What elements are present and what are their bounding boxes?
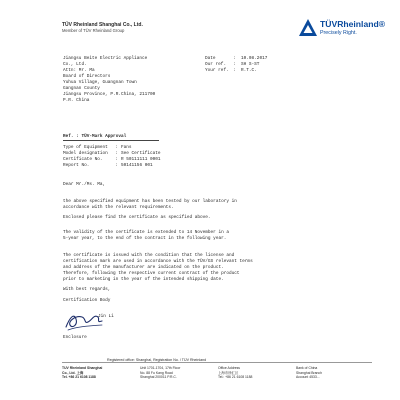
product-row: Certificate No. : R 50111111 0001	[63, 157, 161, 162]
signatory-title: Certification Body	[63, 298, 111, 303]
signatory-name: Jin Li	[98, 314, 114, 319]
footer-column: Unit 1701-1704, 17th Floor No. 88 Fu Kang Road Shanghai 200011 P.R.C.	[140, 366, 181, 380]
closing-line: With best regards,	[63, 287, 111, 292]
subject-underline	[63, 140, 159, 141]
footer-column: Office Address 上海市徐汇区 Tel.: +86 21 6108 1188	[218, 366, 253, 380]
product-row: Model designation : See Certificate	[63, 151, 161, 156]
meta-row-date: Date : 10.08.2017	[205, 56, 268, 61]
handwritten-signature	[62, 305, 108, 335]
subject-line: Ref. : TÜV-Mark Approval	[63, 134, 127, 139]
enclosure-label: Enclosure	[63, 335, 87, 340]
address-line: P.R. China	[63, 98, 90, 103]
address-line: Board of Directors	[63, 74, 111, 79]
sender-header	[62, 22, 143, 34]
body-paragraph-3: The validity of the certificate is extended to 14 November in a 5-year year, to the end of the contract in the following year.	[63, 230, 229, 241]
address-line: Yuhua Village, Guangnan Town	[63, 80, 137, 85]
footer-column: Bank of China Shanghai Branch Account 4533...	[296, 366, 323, 380]
address-line: Gangnan County	[63, 86, 100, 91]
product-row: Report No. : 50141156 001	[63, 163, 153, 168]
footer-divider	[62, 362, 372, 363]
body-paragraph-1: the above specified equipment has been tested by our laboratory in accordance with the relevant requirements.	[63, 199, 237, 210]
sender-group-line: Member of TÜV Rheinland Group	[62, 28, 125, 33]
body-paragraph-4: The certificate is issued with the condition that the license and certification mark are used in accordance with the TÜV/GS relevant terms and address of the manufacturer are indicated on the product. Therefore, following the respective current contract of the product prior to marketing in the year of the intended shipping date.	[63, 253, 253, 282]
meta-row-our-ref: Our ref. : SH S-ST	[205, 62, 260, 67]
sender-company-name: TÜV Rheinland Shanghai Co., Ltd.	[62, 22, 143, 28]
footer-column: TÜV Rheinland Shanghai Co., Ltd. 上海 Tel. +86 21 6108 1188	[62, 366, 103, 380]
address-line: Jiangsu Province, P.R.China, 211700	[63, 92, 156, 97]
brand-slogan: Precisely Right.	[320, 30, 357, 36]
letter-meta	[205, 56, 267, 74]
meta-your-ref-value: R.T.C.	[241, 68, 257, 73]
tuv-logo	[296, 16, 386, 44]
meta-row-your-ref: Your ref. : R.T.C.	[205, 68, 257, 73]
address-line: Jiangsu Beite Electric Appliance	[63, 56, 148, 61]
footer-note: Registered office: Shanghai, Registration No. / TÜV Rheinland	[104, 358, 209, 362]
triangle-logo-icon	[298, 18, 318, 38]
body-paragraph-2: Enclosed please find the certificate as specified above.	[63, 215, 211, 220]
footer-columns	[62, 366, 374, 380]
product-details	[63, 145, 161, 169]
address-line: Co., Ltd.	[63, 62, 87, 67]
recipient-address	[63, 56, 155, 104]
salutation: Dear Mr./Ms. Ma,	[63, 182, 106, 187]
brand-name: TÜVRheinland®	[320, 19, 386, 29]
product-row: Type of Equipment : Fans	[63, 145, 132, 150]
meta-date-value: 10.08.2017	[241, 56, 268, 61]
meta-our-ref-value: SH S-ST	[241, 62, 260, 67]
address-line: Attn: Mr. Ma	[63, 68, 95, 73]
